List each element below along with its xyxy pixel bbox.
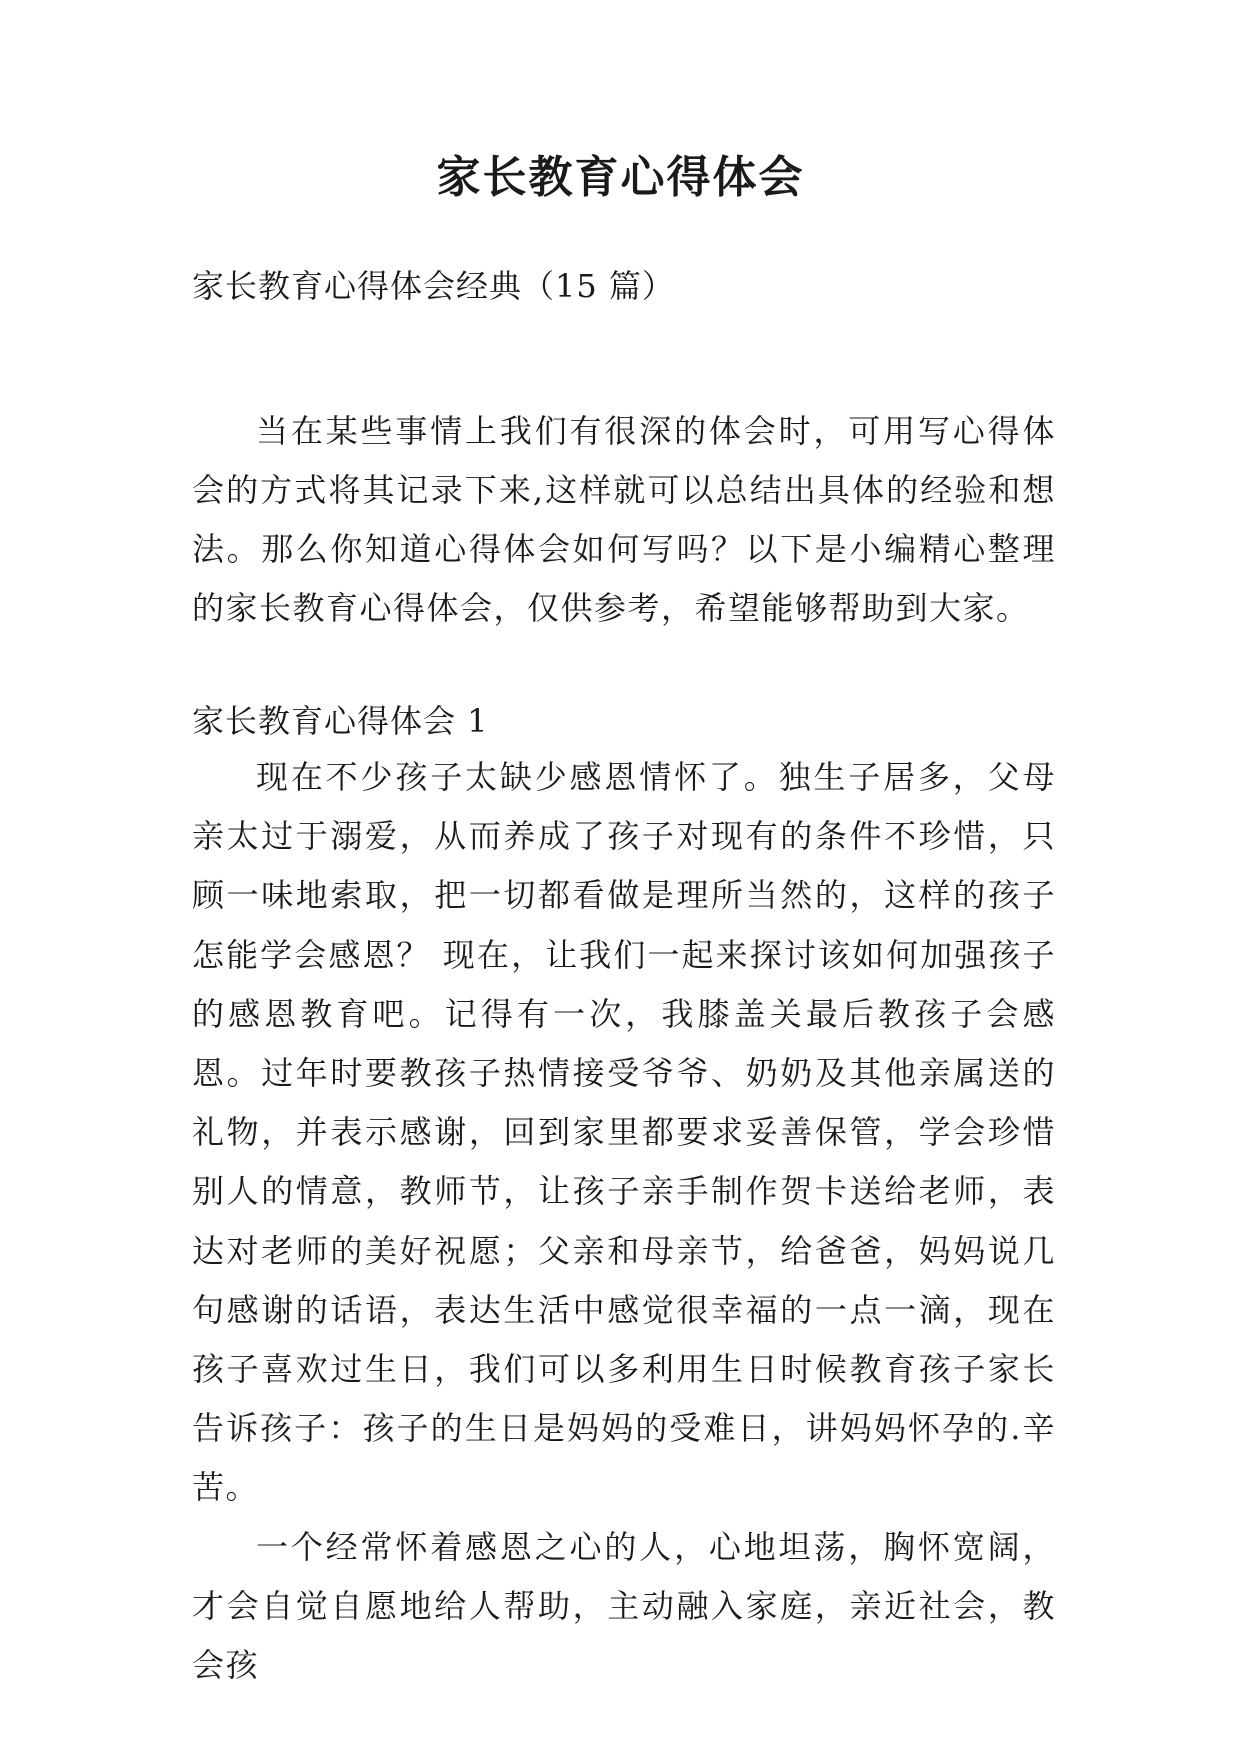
section-paragraph: 一个经常怀着感恩之心的人，心地坦荡，胸怀宽阔，才会自觉自愿地给人帮助，主动融入家庭，亲近社会，教会孩	[192, 1527, 1056, 1685]
section-body	[192, 748, 1056, 1695]
section-heading: 家长教育心得体会 1	[192, 702, 489, 740]
document-subtitle: 家长教育心得体会经典（15 篇）	[192, 267, 675, 305]
intro-paragraph: 当在某些事情上我们有很深的体会时，可用写心得体会的方式将其记录下来,这样就可以总结出具体的经验和想法。那么你知道心得体会如何写吗？以下是小编精心整理的家长教育心得体会，仅供参考，希望能够帮助到大家。	[192, 412, 1056, 627]
document-title: 家长教育心得体会	[436, 152, 805, 203]
section-paragraph: 现在不少孩子太缺少感恩情怀了。独生子居多，父母亲太过于溺爱，从而养成了孩子对现有的条件不珍惜，只顾一味地索取，把一切都看做是理所当然的，这样的孩子怎能学会感恩？ 现在，让我们一起来探讨该如何加强孩子的感恩教育吧。记得有一次，我膝盖关最后教孩子会感恩。过年时要教孩子热情接受爷爷、奶奶及其他亲属送的礼物，并表示感谢，回到家里都要求妥善保管，学会珍惜别人的情意，教师节，让孩子亲手制作贺卡送给老师，表达对老师的美好祝愿；父亲和母亲节，给爸爸，妈妈说几句感谢的话语，表达生活中感觉很幸福的一点一滴，现在孩子喜欢过生日，我们可以多利用生日时候教育孩子家长告诉孩子：孩子的生日是妈妈的受难日，讲妈妈怀孕的.辛苦。	[192, 758, 1056, 1507]
